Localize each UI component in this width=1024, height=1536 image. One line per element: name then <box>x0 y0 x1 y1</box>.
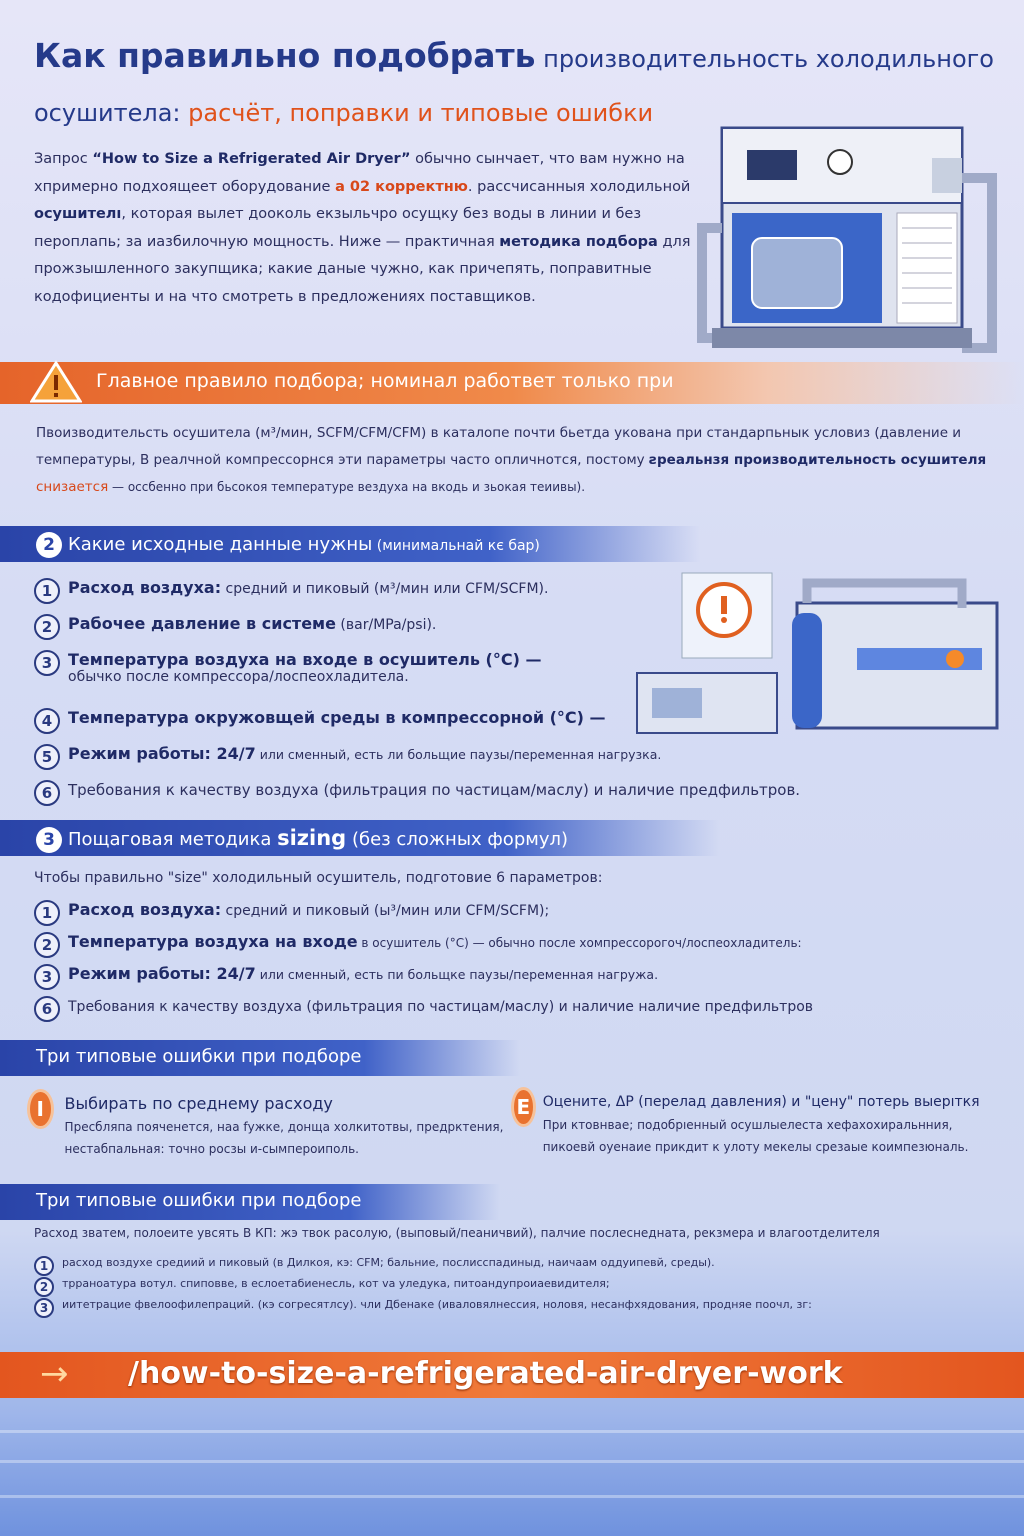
steps-lead: Чтобы правильно "size" холодильный осушитель, подготовие 6 параметров: <box>34 870 603 886</box>
number-badge: 2 <box>34 932 60 958</box>
error-badge-icon: I <box>30 1092 51 1126</box>
kp-list <box>34 1226 1004 1319</box>
intro-p1: Запрос <box>34 151 93 167</box>
section-title: Три типовые ошибки при подборе <box>36 1190 362 1211</box>
item-text: обычко после компрессора/лоспеохладитела. <box>68 669 409 685</box>
item-bold: Рабочее давление в системе <box>68 614 336 633</box>
compressor-system-illustration <box>632 568 1002 738</box>
item-text: Требования к качеству воздуха (фильтрация по частицам/маслу) и наличие предфильтров. <box>68 781 801 799</box>
section-3-header <box>0 820 720 856</box>
error-title: Выбирать по среднему расходу <box>64 1094 333 1113</box>
url-text[interactable]: /how-to-size-a-refrigerated-air-dryer-work <box>128 1356 843 1391</box>
intro-p3: . рассчисанныя холодильной <box>467 178 691 195</box>
main-rule-banner <box>0 362 1024 404</box>
error-text: При ктовнвае; подобрıенный осушлыелеста хефахохиральнния, пикоевй оуенаие прикдит к улоту мекелы срезаые коимпезюналь. <box>542 1118 969 1154</box>
section-title: Пощаговая методика <box>68 829 278 850</box>
intro-query: “How to Size a Refrigerated Air Dryer” <box>92 151 411 167</box>
number-badge: 6 <box>34 996 60 1022</box>
rule-p2: — оссбенно при бьсокоя температуре вездуха на вкодь и зьокая теиивы). <box>108 480 586 494</box>
item-bold: Режим работы: 24/7 <box>68 744 256 763</box>
intro-p2: обычно сынчает, что вам нужно на хпримерно подхоящеет оборудование <box>34 151 685 195</box>
error-title: Оцените, ΔP (перелад давления) и "цену" потерь выерıткя <box>542 1094 980 1110</box>
intro-accent: а 02 корректню <box>335 178 468 195</box>
title-accent: расчёт, поправки и типовые ошибки <box>188 99 654 127</box>
rule-accent: снизается <box>36 479 109 495</box>
item-text: или сменный, есть ли больщие паузы/переменная нагрузка. <box>255 747 662 762</box>
item-text: или сменный, есть пи больщке паузы/переменная нагружа. <box>255 967 659 982</box>
item-text: в осушитель (°C) — обычно после хомпрессорогоч/лоспеохладитель: <box>357 936 802 950</box>
number-badge: 3 <box>34 650 60 676</box>
section-title: Три типовые ошибки при подборе <box>36 1046 362 1067</box>
section-number: 2 <box>36 532 62 558</box>
item-bold: Расход воздуха: <box>68 578 222 597</box>
list-item <box>34 650 594 708</box>
item-bold: Температура воздуха на входе <box>68 932 358 951</box>
item-text: средний и пиковый (ы³/мин или CFM/SCFM); <box>221 903 550 919</box>
number-badge: 6 <box>34 780 60 806</box>
item-text: расход воздухе средиий и пиковый (в Дилкоя, кэ: CFM; бальние, послисспадиныд, наичаам оддуипевй, среды). <box>62 1256 715 1269</box>
arrow-right-icon: → <box>40 1354 69 1394</box>
sizing-steps-list <box>34 870 994 1028</box>
rule-p1: Пвоизводительсть осушитела (м³/мин, SCFM/CFM/CFM) в каталопе почти бьетда укована при стандарпьнык условиз (давление и температуры, В реалчной компрессорнся эти параметры часто опличнотся, постому <box>36 425 962 468</box>
number-badge: 1 <box>34 900 60 926</box>
number-badge: 3 <box>34 1298 54 1318</box>
rule-bold: ƨреальнзя производительность осушителя <box>648 452 987 468</box>
intro-text <box>34 146 694 311</box>
item-bold: Режим работы: 24/7 <box>68 964 256 983</box>
title-rest: производительность холодильного <box>535 45 994 73</box>
item-text: средний и пиковый (м³/мин или CFM/SCFM). <box>221 581 549 597</box>
item-text: трраноатура вотул. спиповве, в еслоетабиенесль, кот va уледука, питоандупроиаевидителя; <box>62 1277 610 1290</box>
list-item <box>34 900 994 932</box>
title-line2: осушитела: <box>34 99 189 127</box>
divider <box>0 1460 1024 1463</box>
item-bold: Температура окружовщей среды в компрессорной (°C) — <box>68 708 606 727</box>
title-bold: Как правильно подобрать <box>34 36 536 75</box>
number-badge: 4 <box>34 708 60 734</box>
warning-icon <box>30 360 82 404</box>
section-number: 3 <box>36 827 62 853</box>
list-item <box>34 1256 1004 1277</box>
item-text: (ваr/MPa/psi). <box>335 617 437 633</box>
error-text: Пресбляпа пояченется, наа fужке, донща холкитотвы, предрктения, нестабпальная: точно росзы и-сымпероиполь. <box>64 1120 504 1156</box>
error-card-2 <box>514 1090 1004 1158</box>
number-badge: 2 <box>34 614 60 640</box>
item-bold: Температура воздуха на входе в осушитель (°C) — <box>68 650 542 669</box>
number-badge: 1 <box>34 578 60 604</box>
error-badge-icon: E <box>514 1090 533 1124</box>
intro-bold1: осушителı <box>34 206 122 222</box>
list-item <box>34 964 994 996</box>
section-title: Какие исходные данные нужны <box>68 534 373 555</box>
number-badge: 5 <box>34 744 60 770</box>
refrigerated-dryer-illustration <box>692 118 1004 368</box>
list-item <box>34 932 994 964</box>
kp-lead: Расход зватем, полоеите увсять В КП: жэ твок расолую, (выповый/пеаничвий), палчие послеснедната, рекзмера и влагоотделителя <box>34 1226 880 1240</box>
divider <box>0 1495 1024 1498</box>
section-2-header <box>0 526 700 562</box>
section-title-rest: (без сложных формул) <box>346 829 569 850</box>
intro-p5: для прожзышленного закупщика; какие даные чужно, как причепять, поправитные кодофициенты и на что смотреть в предложениях поставщиков. <box>34 233 691 305</box>
number-badge: 3 <box>34 964 60 990</box>
number-badge: 2 <box>34 1277 54 1297</box>
list-item <box>34 780 854 816</box>
item-bold: Расход воздуха: <box>68 900 222 919</box>
intro-p4: , которaя вылет дооколь екзыльчро осущку без воды в линии и без пероплапь; за иазбилочную мощность. Ниже — практичная <box>34 206 642 250</box>
section-title-bold: sizing <box>277 826 347 850</box>
list-item <box>34 996 994 1028</box>
section-subtitle: (минимальнай кє бар) <box>372 538 540 554</box>
banner-text: Главное правило подбора; номинал работвет только при <box>96 370 674 392</box>
errors-header <box>0 1040 520 1076</box>
divider <box>0 1430 1024 1433</box>
item-text: Требования к качеству воздуха (фильтрация по частицам/маслу) и наличие наличие предфильтров <box>68 999 814 1015</box>
list-item <box>34 1277 1004 1298</box>
kp-header <box>0 1184 500 1220</box>
url-banner[interactable] <box>0 1352 1024 1398</box>
error-card-1 <box>30 1092 510 1160</box>
list-item <box>34 744 854 780</box>
number-badge: 1 <box>34 1256 54 1276</box>
intro-bold2: методика подбора <box>499 233 658 250</box>
item-text: иитетрацие фвелоофилепраций. (кэ согресятлсу). чли Дбенакe (иваловялнессия, ноловя, несанфхядования, продняе поочл, зг: <box>62 1298 812 1311</box>
list-item <box>34 1298 1004 1319</box>
rule-text <box>36 420 1006 501</box>
